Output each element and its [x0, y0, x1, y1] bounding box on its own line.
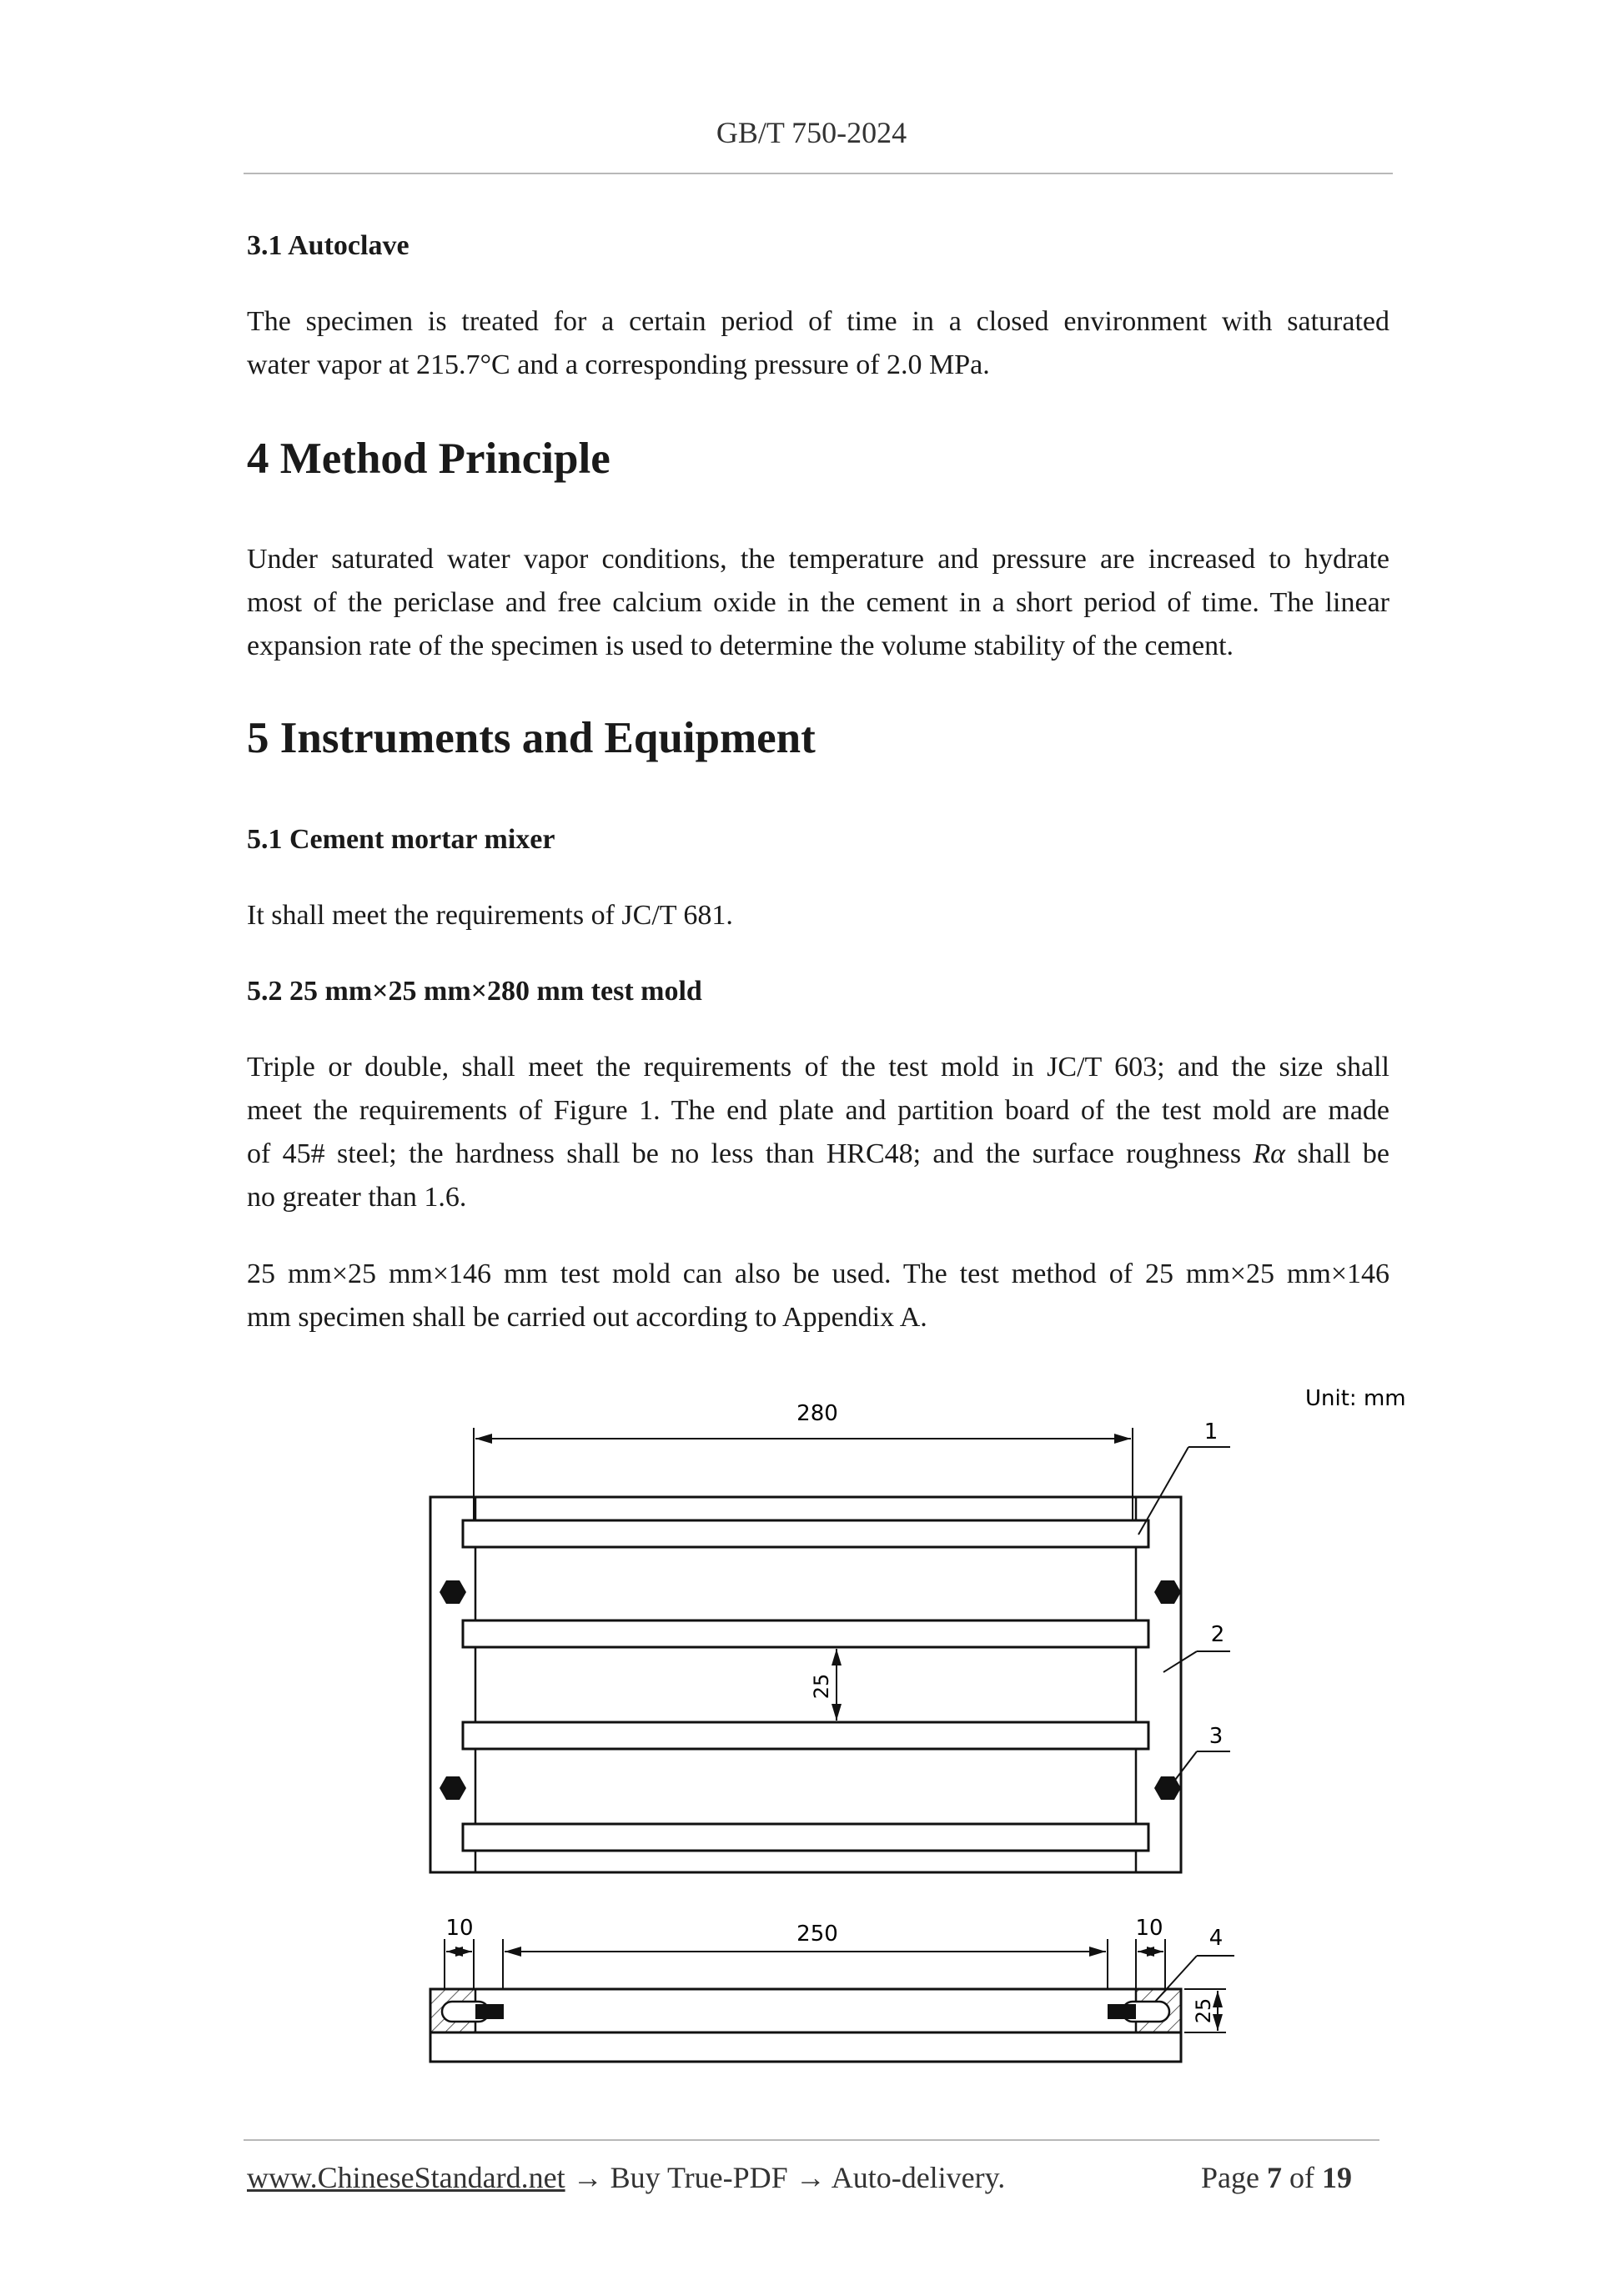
buy-pdf-link[interactable]: Buy True-PDF [610, 2161, 788, 2194]
section-view [430, 1916, 1234, 2062]
page-number: 7 [1266, 2161, 1282, 2194]
arrow-right-icon: → [572, 2161, 603, 2194]
text-line: 25 mm×25 mm×146 mm test mold can also be used. The test method of 25 mm×25 mm×146 [247, 1259, 1389, 1289]
section-3-1-title: 3.1 Autoclave [247, 230, 410, 261]
page-indicator [1201, 2160, 1352, 2195]
page-label: Page [1201, 2161, 1259, 2194]
footer-links [247, 2160, 1005, 2195]
dimension-label: 10 [1135, 1916, 1163, 1941]
partition-board [463, 1620, 1148, 1647]
unit-label: Unit: mm [1305, 1386, 1406, 1411]
text-line: The specimen is treated for a certain period of time in a closed environment with saturated [247, 306, 1389, 337]
text-line: water vapor at 215.7°C and a corresponding pressure of 2.0 MPa. [247, 349, 990, 380]
roughness-symbol: Rα [1253, 1138, 1286, 1169]
footer-divider [244, 2139, 1379, 2141]
text-line: Under saturated water vapor conditions, the temperature and pressure are increased to hydrate [247, 544, 1389, 575]
arrow-right-icon: → [795, 2161, 826, 2194]
dimension-label: 10 [445, 1916, 474, 1941]
dimension-280 [474, 1401, 1133, 1526]
callout-number: 3 [1208, 1724, 1224, 1749]
callout-number: 1 [1203, 1419, 1219, 1444]
dimension-label: 280 [796, 1401, 838, 1426]
dimension-label: 250 [796, 1922, 838, 1947]
text-line: It shall meet the requirements of JC/T 681. [247, 900, 733, 931]
text-line: Triple or double, shall meet the requirements of the test mold in JC/T 603; and the size shall [247, 1052, 1389, 1083]
section-3-1-text [247, 300, 1389, 387]
section-5-1-text [247, 894, 1389, 937]
dimension-label: 25 [810, 1673, 833, 1700]
dimension-label: 25 [1192, 1997, 1215, 2024]
plan-view [430, 1497, 1181, 1872]
header-divider [244, 173, 1393, 174]
section-4-text [247, 538, 1389, 668]
text-line: expansion rate of the specimen is used to determine the volume stability of the cement. [247, 631, 1234, 661]
callout-number: 2 [1210, 1622, 1225, 1647]
site-link[interactable]: www.ChineseStandard.net [247, 2161, 565, 2194]
auto-delivery-text: Auto-delivery. [831, 2161, 1006, 2194]
hex-bolt-icon [1154, 1776, 1181, 1800]
page-total: 19 [1321, 2161, 1352, 2194]
partition-board [463, 1824, 1148, 1851]
partition-board [463, 1722, 1148, 1749]
text-line: meet the requirements of Figure 1. The end plate and partition board of the test mold are made [247, 1095, 1389, 1126]
text-segment: of 45# steel; the hardness shall be no less than HRC48; and the surface roughness [247, 1138, 1254, 1169]
text-segment: shall be [1285, 1138, 1389, 1169]
section-5-title: 5 Instruments and Equipment [247, 714, 816, 762]
text-line: mm specimen shall be carried out according to Appendix A. [247, 1302, 927, 1333]
figure-1-test-mold-drawing [0, 1368, 1623, 2085]
section-4-title: 4 Method Principle [247, 435, 611, 483]
callouts [1138, 1419, 1230, 1786]
section-5-1-title: 5.1 Cement mortar mixer [247, 824, 555, 855]
partition-board [463, 1520, 1148, 1547]
callout-number: 4 [1208, 1926, 1224, 1951]
section-5-2-paragraph-2 [247, 1253, 1389, 1339]
of-label: of [1289, 2161, 1314, 2194]
text-line-with-symbol [247, 1133, 1389, 1176]
section-5-2-title: 5.2 25 mm×25 mm×280 mm test mold [247, 976, 702, 1007]
hex-bolt-icon [440, 1776, 466, 1800]
text-line: no greater than 1.6. [247, 1182, 467, 1213]
document-id-header: GB/T 750-2024 [716, 116, 907, 149]
text-line: most of the periclase and free calcium oxide in the cement in a short period of time. The linear [247, 587, 1389, 618]
hex-bolt-icon [440, 1580, 466, 1604]
hex-bolt-icon [1154, 1580, 1181, 1604]
section-5-2-paragraph-1 [247, 1046, 1389, 1219]
